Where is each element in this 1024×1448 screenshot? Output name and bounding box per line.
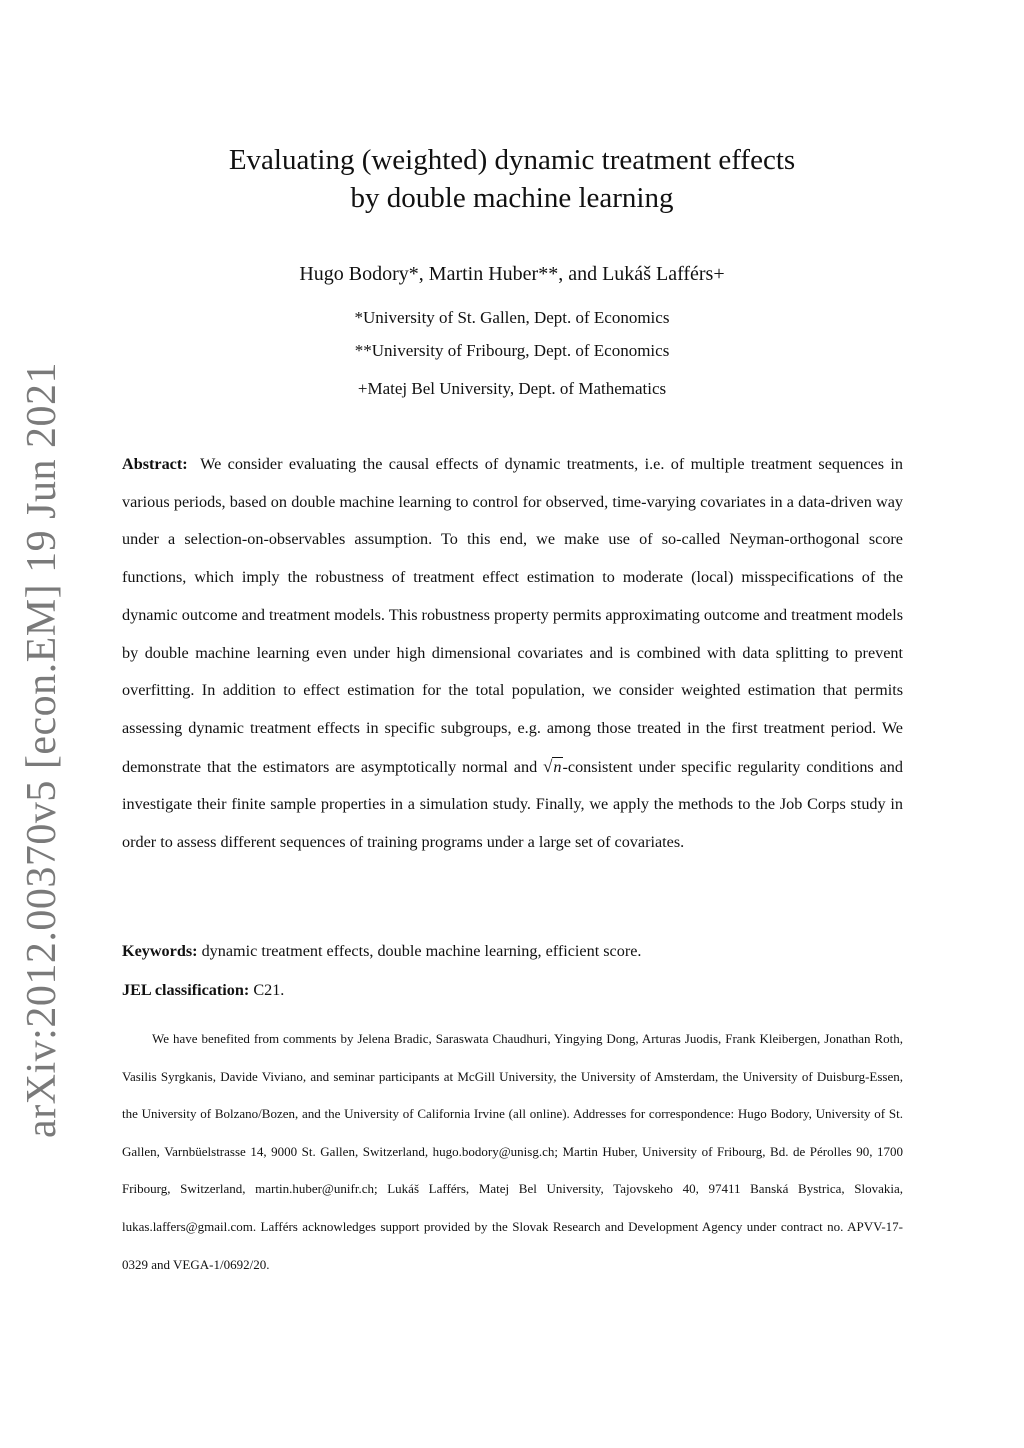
jel-label: JEL classification: xyxy=(122,981,250,999)
radicand-n: n xyxy=(553,757,562,776)
acknowledgements-footnote: We have benefited from comments by Jelena Bradic, Saraswata Chaudhuri, Yingying Dong, Arturas Juodis, Frank Kleibergen, Jonathan Roth, Vasilis Syrgkanis, Davide Viviano, and seminar participants at McGill University, the University of Amsterdam, the University of Duisburg-Essen, the University of Bolzano/Bozen, and the University of California Irvine (all online). Addresses for correspondence: Hugo Bodory, University of St. Gallen, Varnbüelstrasse 14, 9000 St. Gallen, Switzerland, hugo.bodory@unisg.ch; Martin Huber, University of Fribourg, Bd. de Pérolles 90, 1700 Fribourg, Switzerland, martin.huber@unifr.ch; Lukáš Lafférs, Matej Bel University, Tajovskeho 40, 97411 Banská Bystrica, Slovakia, lukas.laffers@gmail.com. Lafférs acknowledges support provided by the Slovak Research and Development Agency under contract no. APVV-17-0329 and VEGA-1/0692/20. xyxy=(122,1031,903,1272)
sqrt-n-symbol xyxy=(543,748,562,787)
affiliation-matej-bel: +Matej Bel University, Dept. of Mathematics xyxy=(357,379,667,398)
abstract-text-part1: We consider evaluating the causal effects of dynamic treatments, i.e. of multiple treatment sequences in various periods, based on double machine learning to control for observed, time-varying covariates in a data-driven way under a selection-on-observables assumption. To this end, we make use of so-called Neyman-orthogonal score functions, which imply the robustness of treatment effect estimation to moderate (local) misspecifications of the dynamic outcome and treatment models. This robustness property permits approximating outcome and treatment models by double machine learning even under high dimensional covariates and is combined with data splitting to prevent overfitting. In addition to effect estimation for the total population, we consider weighted estimation that permits assessing dynamic treatment effects in specific subgroups, e.g. among those treated in the first treatment period. We demonstrate that the estimators are asymptotically normal and xyxy=(122,455,904,776)
paper-title xyxy=(122,141,902,217)
abstract-label: Abstract: xyxy=(122,455,188,473)
title-line-1: Evaluating (weighted) dynamic treatment effects xyxy=(228,144,796,176)
keywords-label: Keywords: xyxy=(122,942,198,960)
arxiv-identifier: arXiv:2012.00370v5 [econ.EM] 19 Jun 2021 xyxy=(19,362,65,1138)
jel-classification xyxy=(122,981,903,1000)
keywords-text: dynamic treatment effects, double machine learning, efficient score. xyxy=(201,942,642,960)
keywords xyxy=(122,942,903,961)
affiliation-st-gallen: *University of St. Gallen, Dept. of Economics xyxy=(354,308,670,327)
title-line-2: by double machine learning xyxy=(350,182,674,214)
affiliation-fribourg: **University of Fribourg, Dept. of Economics xyxy=(354,341,670,360)
jel-text: C21. xyxy=(253,981,285,999)
abstract-text-part2: -consistent under specific regularity conditions and investigate their finite sample properties in a simulation study. Finally, we apply the methods to the Job Corps study in order to assess different sequences of training programs under a large set of covariates. xyxy=(122,757,903,852)
abstract xyxy=(122,446,903,862)
author-list: Hugo Bodory*, Martin Huber**, and Lukáš Lafférs+ xyxy=(299,263,725,285)
radical-sign: √ xyxy=(543,756,553,776)
